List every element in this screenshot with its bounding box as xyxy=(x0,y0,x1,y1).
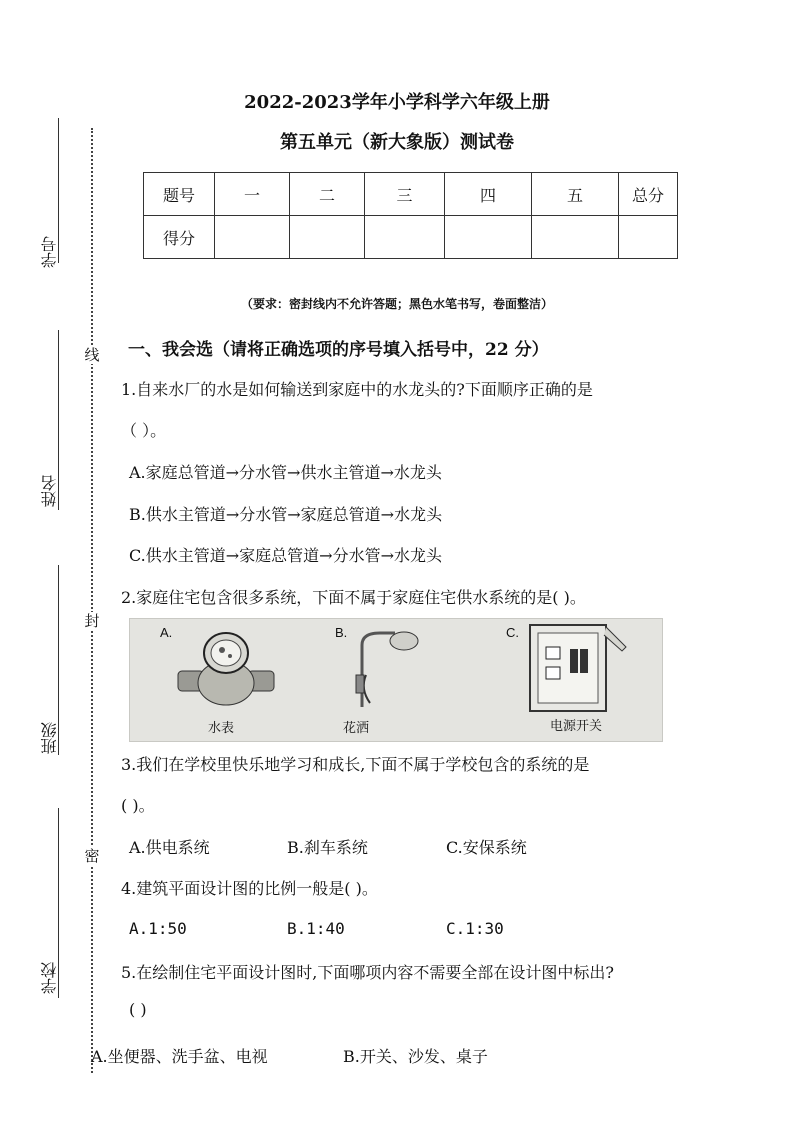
score-input-cell[interactable] xyxy=(290,216,365,259)
power-switch-caption: 电源开关 xyxy=(550,718,603,733)
student-id-label: 学号 xyxy=(40,236,59,268)
question-3-stem: 3.我们在学校里快乐地学习和成长,下面不属于学校包含的系统的是 xyxy=(121,755,590,774)
question-1-option-b: B.供水主管道→分水管→家庭总管道→水龙头 xyxy=(129,505,443,524)
question-5-stem: 5.在绘制住宅平面设计图时,下面哪项内容不需要全部在设计图中标出? xyxy=(121,963,614,982)
score-input-cell[interactable] xyxy=(445,216,532,259)
seal-dotted-line xyxy=(91,128,93,1073)
seal-char-secret: 密 xyxy=(84,847,100,865)
exam-requirements: （要求：密封线内不允许答题；黑色水笔书写，卷面整洁） xyxy=(240,297,553,311)
question-1-stem: 1.自来水厂的水是如何输送到家庭中的水龙头的?下面顺序正确的是 xyxy=(121,380,593,399)
score-table-cell: 四 xyxy=(445,173,532,216)
school-label: 学校 xyxy=(40,962,59,994)
question-3-option-a: A.供电系统 xyxy=(129,838,210,857)
question-4-stem: 4.建筑平面设计图的比例一般是( )。 xyxy=(121,879,378,898)
figure-option-b-letter: B. xyxy=(335,625,348,640)
question-1-option-a: A.家庭总管道→分水管→供水主管道→水龙头 xyxy=(129,463,442,482)
score-input-cell[interactable] xyxy=(619,216,678,259)
shower-caption: 花洒 xyxy=(343,720,370,735)
score-table-header-row xyxy=(144,173,678,216)
score-table-cell: 二 xyxy=(290,173,365,216)
water-meter-caption: 水表 xyxy=(208,720,235,735)
question-5-blank[interactable]: ( ) xyxy=(129,1000,147,1019)
power-switch-icon xyxy=(522,621,632,717)
score-table-cell: 五 xyxy=(532,173,619,216)
section-heading: 一、我会选（请将正确选项的序号填入括号中，22 分） xyxy=(128,340,549,360)
question-5-option-a: A.坐便器、洗手盆、电视 xyxy=(91,1047,268,1066)
score-table-cell: 一 xyxy=(215,173,290,216)
figure-option-a-letter: A. xyxy=(160,625,173,640)
figure-option-c-letter: C. xyxy=(506,625,519,640)
question-4-option-b: B.1:40 xyxy=(287,919,345,938)
score-input-cell[interactable] xyxy=(532,216,619,259)
question-3-option-c: C.安保系统 xyxy=(446,838,527,857)
name-label: 姓名 xyxy=(40,475,59,507)
score-table-cell: 得分 xyxy=(144,216,215,259)
question-3-option-b: B.刹车系统 xyxy=(287,838,368,857)
question-4-option-c: C.1:30 xyxy=(446,919,504,938)
seal-char-line: 线 xyxy=(84,346,100,364)
score-table xyxy=(143,172,678,259)
water-meter-icon xyxy=(172,623,282,713)
question-2-figure xyxy=(129,618,663,742)
score-table-cell: 三 xyxy=(365,173,445,216)
question-4-option-a: A.1:50 xyxy=(129,919,187,938)
question-1-option-c: C.供水主管道→家庭总管道→分水管→水龙头 xyxy=(129,546,442,565)
seal-char-seal: 封 xyxy=(84,612,100,630)
question-1-blank[interactable]: （ ）。 xyxy=(121,421,167,440)
score-input-cell[interactable] xyxy=(215,216,290,259)
paper-title: 2022-2023学年小学科学六年级上册 xyxy=(244,92,550,113)
score-table-cell: 总分 xyxy=(619,173,678,216)
score-input-cell[interactable] xyxy=(365,216,445,259)
score-table-cell: 题号 xyxy=(144,173,215,216)
class-label: 班级 xyxy=(40,722,59,754)
question-3-blank[interactable]: ( )。 xyxy=(121,796,155,815)
question-5-option-b: B.开关、沙发、桌子 xyxy=(343,1047,488,1066)
shower-icon xyxy=(340,625,430,713)
score-table-score-row xyxy=(144,216,678,259)
question-2-stem: 2.家庭住宅包含很多系统，下面不属于家庭住宅供水系统的是( )。 xyxy=(121,588,586,607)
paper-subtitle: 第五单元（新大象版）测试卷 xyxy=(280,132,514,153)
